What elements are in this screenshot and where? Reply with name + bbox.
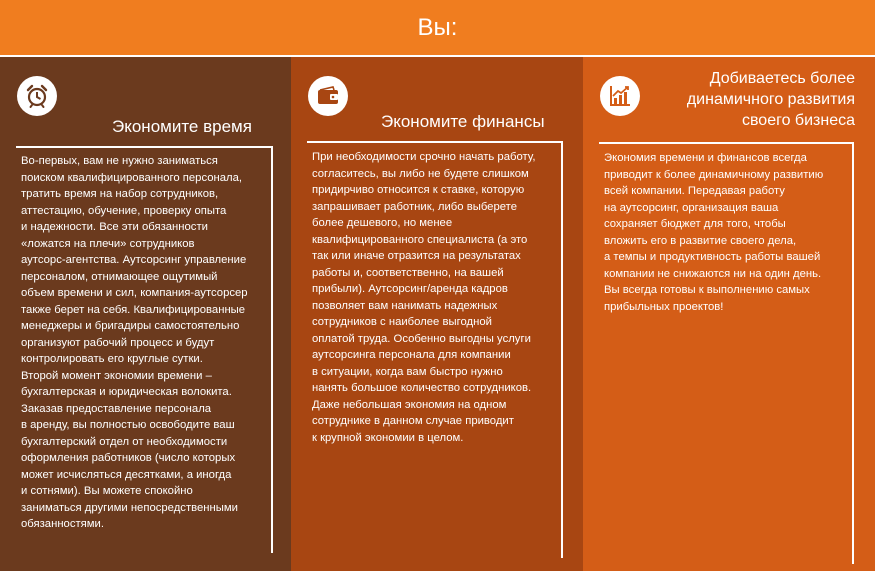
column-text: Экономия времени и финансов всегда приводит к более динамичному развитию всей компании. Передавая работу на аутсорсинг, организация ваша сохраняет бюджет для того, чтобы вложить его в развитие своего дела, а темпы и продуктивность работы вашей компании не снижаются ни на один день. Вы всегда готовы к выполнению самых прибыльных проектов! [604,152,824,313]
column-save-time [0,57,291,571]
header-banner [0,0,875,55]
alarm-clock-icon [17,76,57,116]
growth-chart-icon [600,76,640,116]
column-text: Во-первых, вам не нужно заниматься поиском квалифицированного персонала, тратить время на набор сотрудников, аттестацию, обучение, проверку опыта и надежности. Все эти обязанности «ложатся на плечи» сотрудников аутсорс-агентства. Аутсорсинг управление персоналом, отнимающее ощутимый объем времени и сил, компания-аутсорсер также берет на себя. Квалифицированные менеджеры и бригадиры самостоятельно организуют рабочий процесс и будут контролировать его круглые сутки. Второй момент экономии времени – бухгалтерская и юридическая волокита. Заказав предоставление персонала в аренду, вы полностью освободите ваш бухгалтерский отдел от необходимости оформления работников (число которых может исчисляться десятками, а иногда и сотнями). Вы можете спокойно заниматься другими непосредственными обязанностями. [21,155,248,530]
column-title: Экономите время [112,117,252,136]
column-save-money [291,57,583,571]
column-text: При необходимости срочно начать работу, согласитесь, вы либо не будете слишком придирчиво относится к ставке, которую запрашивает работник, либо выберете более дешевого, но менее квалифицированного специалиста (а это так или иначе отразится на результатах работы и, соответственно, на вашей прибыли). Аутсорсинг/аренда кадров позволяет вам нанимать надежных сотрудников с наиболее выгодной оплатой труда. Особенно выгодны услуги аутсорсинга персонала для компании в ситуации, когда вам быстро нужно нанять большое количество сотрудников. Даже небольшая экономия на одном сотруднике в данном случае приводит к крупной экономии в целом. [312,151,536,444]
header-title: Вы: [417,13,458,41]
wallet-icon [308,76,348,116]
column-title: Экономите финансы [381,112,545,131]
column-title: Добиваетесь более динамичного развития своего бизнеса [686,70,855,129]
column-business-growth [583,57,875,571]
